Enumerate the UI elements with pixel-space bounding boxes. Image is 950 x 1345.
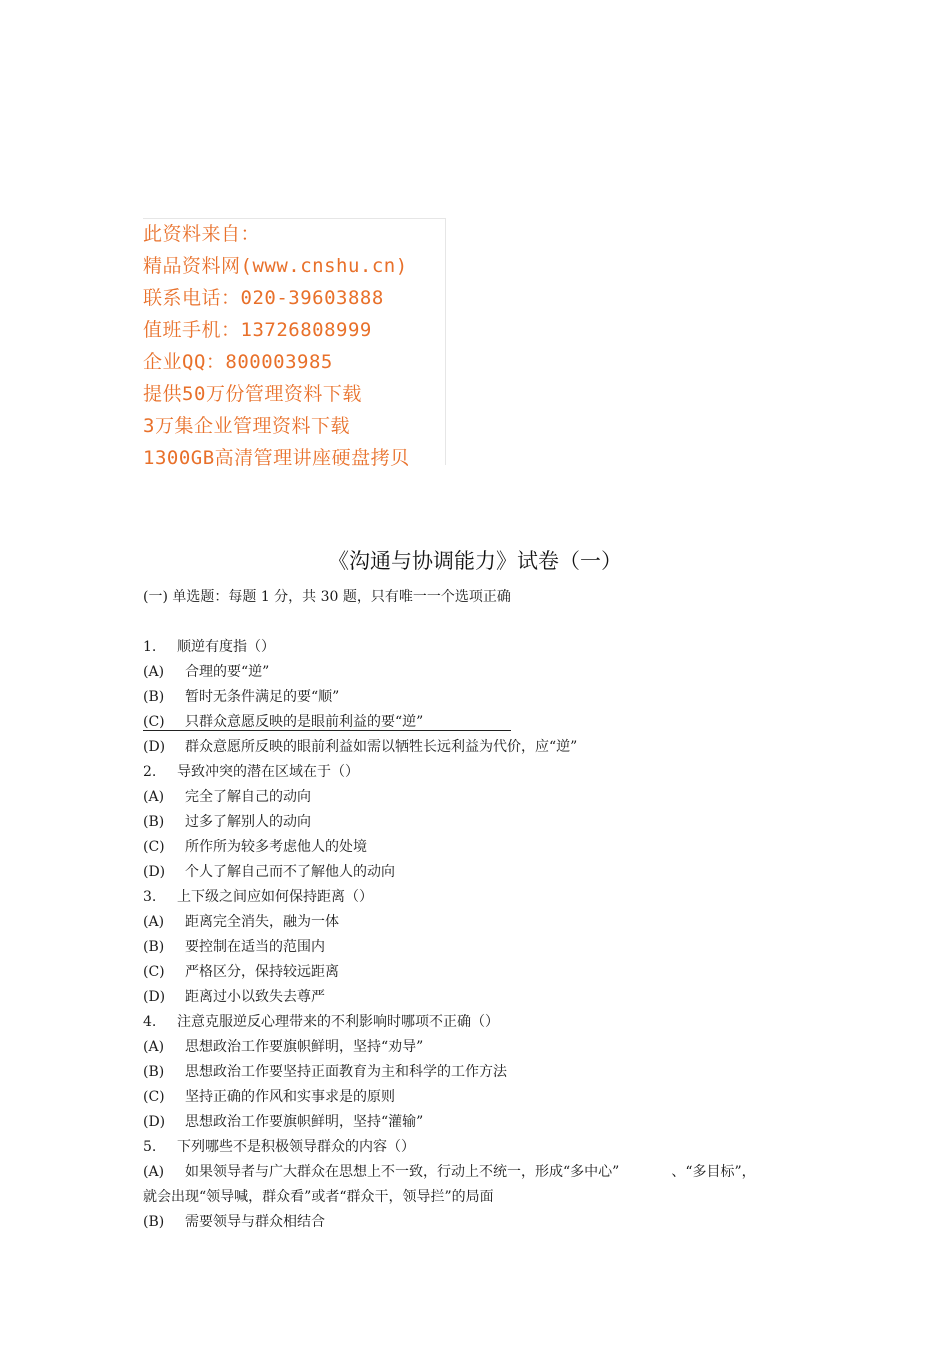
question-4 (143, 1011, 499, 1031)
option-1a (143, 661, 269, 681)
option-tag: (B) (143, 689, 165, 705)
question-5 (143, 1136, 415, 1156)
option-2d (143, 861, 395, 881)
option-5b (143, 1211, 325, 1231)
question-1 (143, 636, 275, 656)
option-tag: (A) (143, 914, 165, 930)
option-text: 如果领导者与广大群众在思想上不一致，行动上不统一，形成“多中心” (185, 1164, 620, 1180)
question-number: 1. (143, 639, 157, 655)
ad-line: 此资料来自： (143, 223, 261, 245)
question-2 (143, 761, 359, 781)
option-tag: (D) (143, 739, 166, 755)
option-tag: (B) (143, 1214, 165, 1230)
option-4c (143, 1086, 395, 1106)
option-3d (143, 986, 325, 1006)
section-heading: (一) 单选题：每题 1 分，共 30 题，只有唯一一个选项正确 (143, 589, 511, 605)
question-number: 5. (143, 1139, 157, 1155)
question-text: 上下级之间应如何保持距离（） (177, 889, 373, 905)
option-text: 思想政治工作要坚持正面教育为主和科学的工作方法 (185, 1064, 507, 1080)
option-text: 距离完全消失，融为一体 (185, 914, 339, 930)
option-text: 所作所为较多考虑他人的处境 (185, 839, 367, 855)
option-3c (143, 961, 339, 981)
option-tag: (C) (143, 714, 165, 730)
exam-title: 《沟通与协调能力》试卷（一） (328, 549, 622, 573)
option-tag: (C) (143, 839, 165, 855)
option-1b (143, 686, 339, 706)
option-text: 暂时无条件满足的要“顺” (185, 689, 340, 705)
question-3 (143, 886, 373, 906)
option-5a (143, 1161, 756, 1181)
option-text: 需要领导与群众相结合 (185, 1214, 325, 1230)
question-text: 顺逆有度指（） (177, 639, 275, 655)
option-text: 思想政治工作要旗帜鲜明，坚持“劝导” (185, 1039, 424, 1055)
option-text: 要控制在适当的范围内 (185, 939, 325, 955)
option-tag: (A) (143, 1039, 165, 1055)
option-text-tail: 、“多目标”， (671, 1164, 756, 1180)
option-text: 群众意愿所反映的眼前利益如需以牺牲长远利益为代价，应“逆” (185, 739, 578, 755)
option-tag: (C) (143, 1089, 165, 1105)
option-tag: (A) (143, 664, 165, 680)
option-text: 严格区分，保持较远距离 (185, 964, 339, 980)
option-3b (143, 936, 325, 956)
ad-line: 企业QQ：800003985 (143, 351, 333, 373)
option-text: 只群众意愿反映的是眼前利益的要“逆” (185, 714, 424, 730)
option-tag: (B) (143, 814, 165, 830)
option-text: 个人了解自己而不了解他人的动向 (185, 864, 395, 880)
option-2a (143, 786, 311, 806)
option-1d (143, 736, 577, 756)
option-tag: (A) (143, 1164, 165, 1180)
option-5a-continuation: 就会出现“领导喊，群众看”或者“群众干，领导拦”的局面 (143, 1189, 494, 1205)
question-text: 注意克服逆反心理带来的不利影响时哪项不正确（） (177, 1014, 499, 1030)
option-tag: (C) (143, 964, 165, 980)
option-4a (143, 1036, 423, 1056)
option-4b (143, 1061, 507, 1081)
option-text: 完全了解自己的动向 (185, 789, 311, 805)
option-text: 合理的要“逆” (185, 664, 270, 680)
question-text: 导致冲突的潜在区域在于（） (177, 764, 359, 780)
question-number: 2. (143, 764, 157, 780)
ad-line: 值班手机：13726808999 (143, 319, 372, 341)
source-ad-stamp (143, 218, 446, 469)
option-1c (143, 711, 511, 731)
ad-line: 提供50万份管理资料下载 (143, 383, 362, 405)
option-tag: (B) (143, 939, 165, 955)
option-text: 坚持正确的作风和实事求是的原则 (185, 1089, 395, 1105)
ad-line: 3万集企业管理资料下载 (143, 415, 350, 437)
question-text: 下列哪些不是积极领导群众的内容（） (177, 1139, 415, 1155)
question-number: 3. (143, 889, 157, 905)
option-tag: (D) (143, 1114, 166, 1130)
option-text: 过多了解别人的动向 (185, 814, 311, 830)
option-4d (143, 1111, 423, 1131)
question-number: 4. (143, 1014, 157, 1030)
option-text: 距离过小以致失去尊严 (185, 989, 325, 1005)
option-tag: (B) (143, 1064, 165, 1080)
ad-line: 联系电话：020-39603888 (143, 287, 384, 309)
ad-line: 精品资料网(www.cnshu.cn) (143, 255, 408, 277)
option-tag: (D) (143, 864, 166, 880)
option-tag: (D) (143, 989, 166, 1005)
option-2c (143, 836, 367, 856)
option-2b (143, 811, 311, 831)
option-tag: (A) (143, 789, 165, 805)
ad-line: 1300GB高清管理讲座硬盘拷贝 (143, 447, 410, 469)
option-text: 思想政治工作要旗帜鲜明，坚持“灌输” (185, 1114, 424, 1130)
option-3a (143, 911, 339, 931)
